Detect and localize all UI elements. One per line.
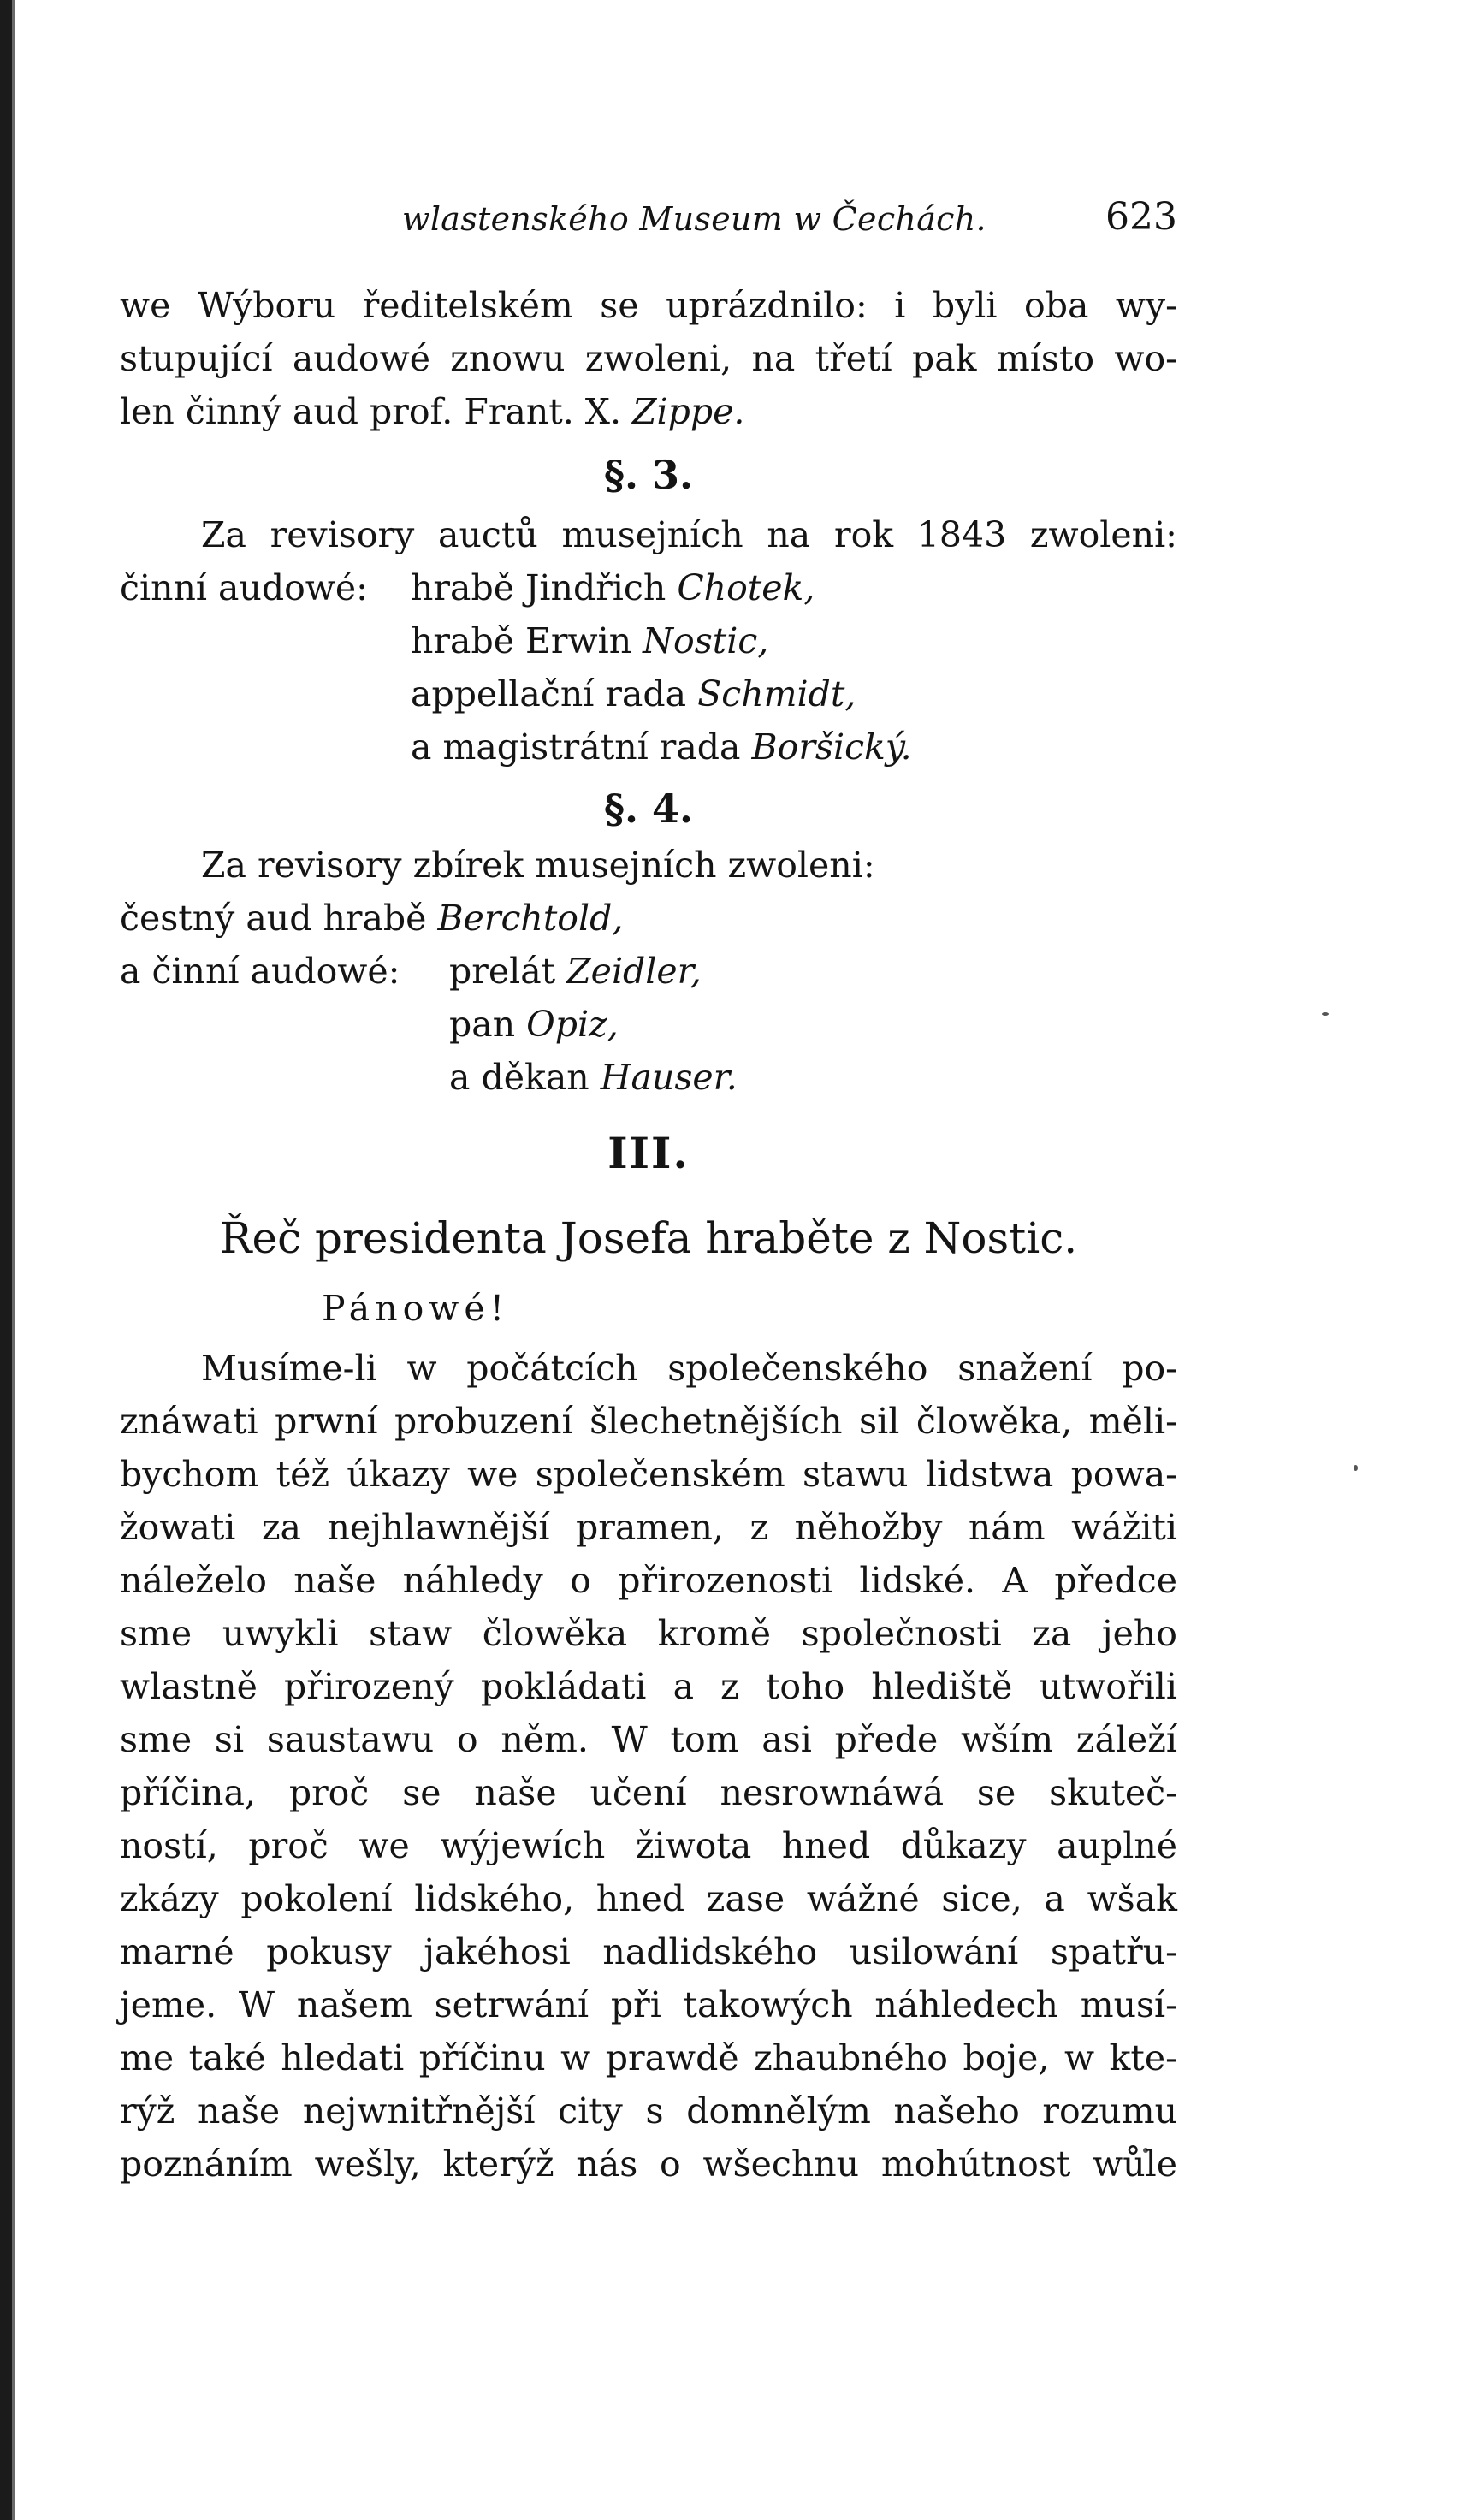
section-heading: §. 4.: [603, 786, 694, 832]
page-number: 623: [1105, 195, 1177, 239]
text-line: marné pokusy jakéhosi nadlidského usilowání spatřu-: [120, 1931, 1177, 1972]
person-name: Zeidler,: [566, 951, 702, 992]
text-line: poznáním wešly, kterýž nás o wšechnu mohútnost wůle: [120, 2143, 1177, 2185]
text-line: zkázy pokolení lidského, hned zase wážné sice, a wšak: [120, 1878, 1177, 1919]
section-heading: §. 3.: [603, 452, 694, 498]
text-line: jeme. W našem setrwání při takowých náhledech musí-: [120, 1984, 1177, 2025]
text-line: rýž naše nejwnitřnější city s domnělým našeho rozumu: [120, 2090, 1177, 2132]
member-line: a děkan Hauser.: [449, 1057, 738, 1098]
person-name: Schmidt,: [697, 673, 856, 714]
part-heading: III.: [607, 1128, 690, 1178]
person-name: Chotek,: [677, 567, 815, 608]
running-head: wlastenského Museum w Čechách.: [402, 200, 986, 238]
member-line: a magistrátní rada Boršický.: [411, 726, 912, 768]
member-line: pan Opiz,: [449, 1004, 619, 1045]
text-line: sme si saustawu o něm. W tom asi přede wším záleží: [120, 1719, 1177, 1760]
member-label: činní audowé:: [120, 567, 368, 608]
text-line: len činný aud prof. Frant. X. Zippe.: [120, 391, 745, 432]
text-line: sme uwykli staw člowěka kromě společnosti za jeho: [120, 1613, 1177, 1654]
member-line: hrabě Erwin Nostic,: [411, 620, 769, 661]
member-line: a činní audowé: prelát Zeidler,: [120, 945, 1177, 998]
person-name: Berchtold,: [437, 898, 624, 939]
text-line: me také hledati příčinu w prawdě zhaubného boje, w kte-: [120, 2037, 1177, 2078]
person-name: Opiz,: [526, 1004, 619, 1045]
text-line: náleželo naše náhledy o přirozenosti lidské. A předce: [120, 1560, 1177, 1601]
person-name: Hauser.: [600, 1057, 738, 1098]
text-line: znáwati prwní probuzení šlechetnějších sil člowěka, měli-: [120, 1401, 1177, 1442]
member-line: čestný aud hrabě Berchtold,: [120, 898, 624, 939]
person-name: Boršický.: [751, 726, 912, 768]
page-edge-shadow: [0, 0, 12, 2520]
page-edge-line: [12, 0, 15, 2520]
scan-speck: [1322, 1012, 1329, 1016]
text-line: Za revisory auctů musejních na rok 1843 zwoleni:: [201, 514, 1177, 555]
page-header: [120, 195, 1177, 246]
text-line: bychom též úkazy we společenském stawu lidstwa powa-: [120, 1454, 1177, 1495]
text-line: žowati za nejhlawnější pramen, z něhožby nám wážiti: [120, 1507, 1177, 1548]
text-line: Musíme-li w počátcích společenského snažení po-: [201, 1348, 1177, 1389]
member-line: činní audowé: hrabě Jindřich Chotek,: [120, 561, 1177, 614]
member-label: a činní audowé:: [120, 951, 400, 992]
text-line: stupující audowé znowu zwoleni, na třetí pak místo wo-: [120, 338, 1177, 379]
member-line: appellační rada Schmidt,: [411, 673, 856, 714]
text-line: we Wýboru ředitelském se uprázdnilo: i byli oba wy-: [120, 285, 1177, 326]
person-name: Zippe.: [632, 391, 745, 432]
text-line: příčina, proč se naše učení nesrownáwá se skuteč-: [120, 1772, 1177, 1813]
text-line: Za revisory zbírek musejních zwoleni:: [201, 845, 875, 886]
text-line: wlastně přirozený pokládati a z toho hlediště utwořili: [120, 1666, 1177, 1707]
salutation: Pánowé!: [322, 1288, 510, 1329]
text-line: ností, proč we wýjewích žiwota hned důkazy auplné: [120, 1825, 1177, 1866]
scan-speck: [1354, 1465, 1358, 1471]
person-name: Nostic,: [643, 620, 769, 661]
speech-title: Řeč presidenta Josefa hraběte z Nostic.: [219, 1213, 1078, 1263]
